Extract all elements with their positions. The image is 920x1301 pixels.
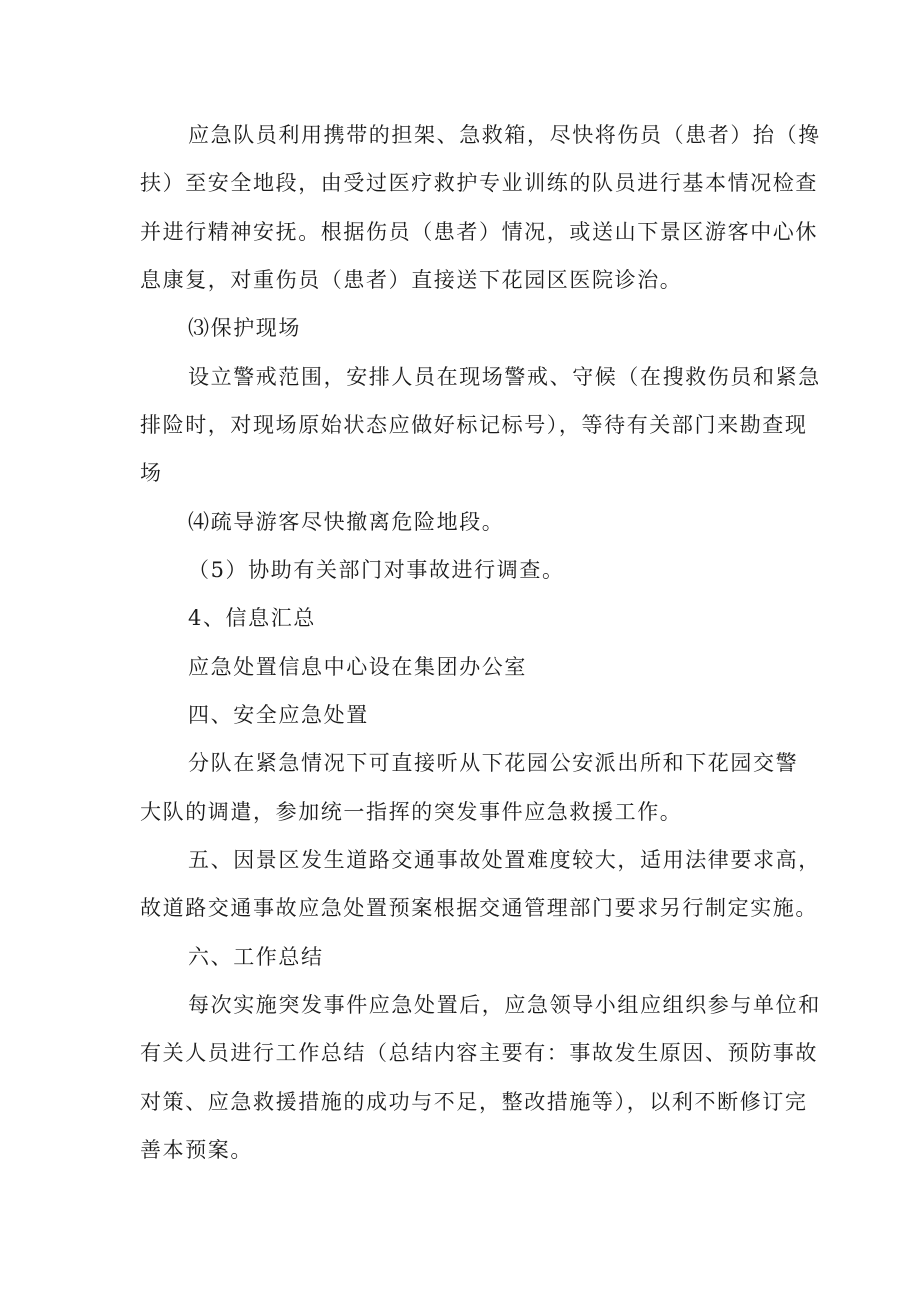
- paragraph-line: 每次实施突发事件应急处置后，应急领导小组应组织参与单位和: [188, 993, 821, 1017]
- paragraph-line: 分队在紧急情况下可直接听从下花园公安派出所和下花园交警: [188, 751, 799, 775]
- paragraph-line: 有关人员进行工作总结（总结内容主要有：事故发生原因、预防事故: [140, 1041, 818, 1065]
- section-heading: ⑷疏导游客尽快撤离危险地段。: [188, 510, 505, 534]
- paragraph-line: 故道路交通事故应急处置预案根据交通管理部门要求另行制定实施。: [140, 896, 818, 920]
- paragraph-line: 并进行精神安抚。根据伤员（患者）情况，或送山下景区游客中心休: [140, 220, 818, 244]
- paragraph-line: 扶）至安全地段，由受过医疗救护专业训练的队员进行基本情况检查: [140, 171, 818, 195]
- paragraph-line: 排险时，对现场原始状态应做好标记标号），等待有关部门来勘查现: [140, 413, 808, 437]
- paragraph-line: 善本预案。: [140, 1138, 253, 1162]
- section-heading: 六、工作总结: [188, 945, 324, 969]
- section-heading: ⑶保护现场: [188, 316, 301, 340]
- section-heading: 四、安全应急处置: [188, 703, 369, 727]
- paragraph-line: 息康复，对重伤员（患者）直接送下花园区医院诊治。: [140, 268, 683, 292]
- paragraph-line: 对策、应急救援措施的成功与不足，整改措施等），以利不断修订完: [140, 1090, 808, 1114]
- paragraph-line: 设立警戒范围，安排人员在现场警戒、守候（在搜救伤员和紧急: [188, 365, 821, 389]
- paragraph-line: 应急队员利用携带的担架、急救箱，尽快将伤员（患者）抬（搀: [188, 123, 821, 147]
- paragraph-line: 五、因景区发生道路交通事故处置难度较大，适用法律要求高，: [188, 848, 821, 872]
- paragraph-line: 场: [140, 461, 163, 485]
- paragraph-line: 应急处置信息中心设在集团办公室: [188, 655, 527, 679]
- section-heading: 4、信息汇总: [188, 606, 316, 630]
- section-heading: （5）协助有关部门对事故进行调查。: [188, 558, 565, 582]
- paragraph-line: 大队的调遣，参加统一指挥的突发事件应急救援工作。: [140, 800, 683, 824]
